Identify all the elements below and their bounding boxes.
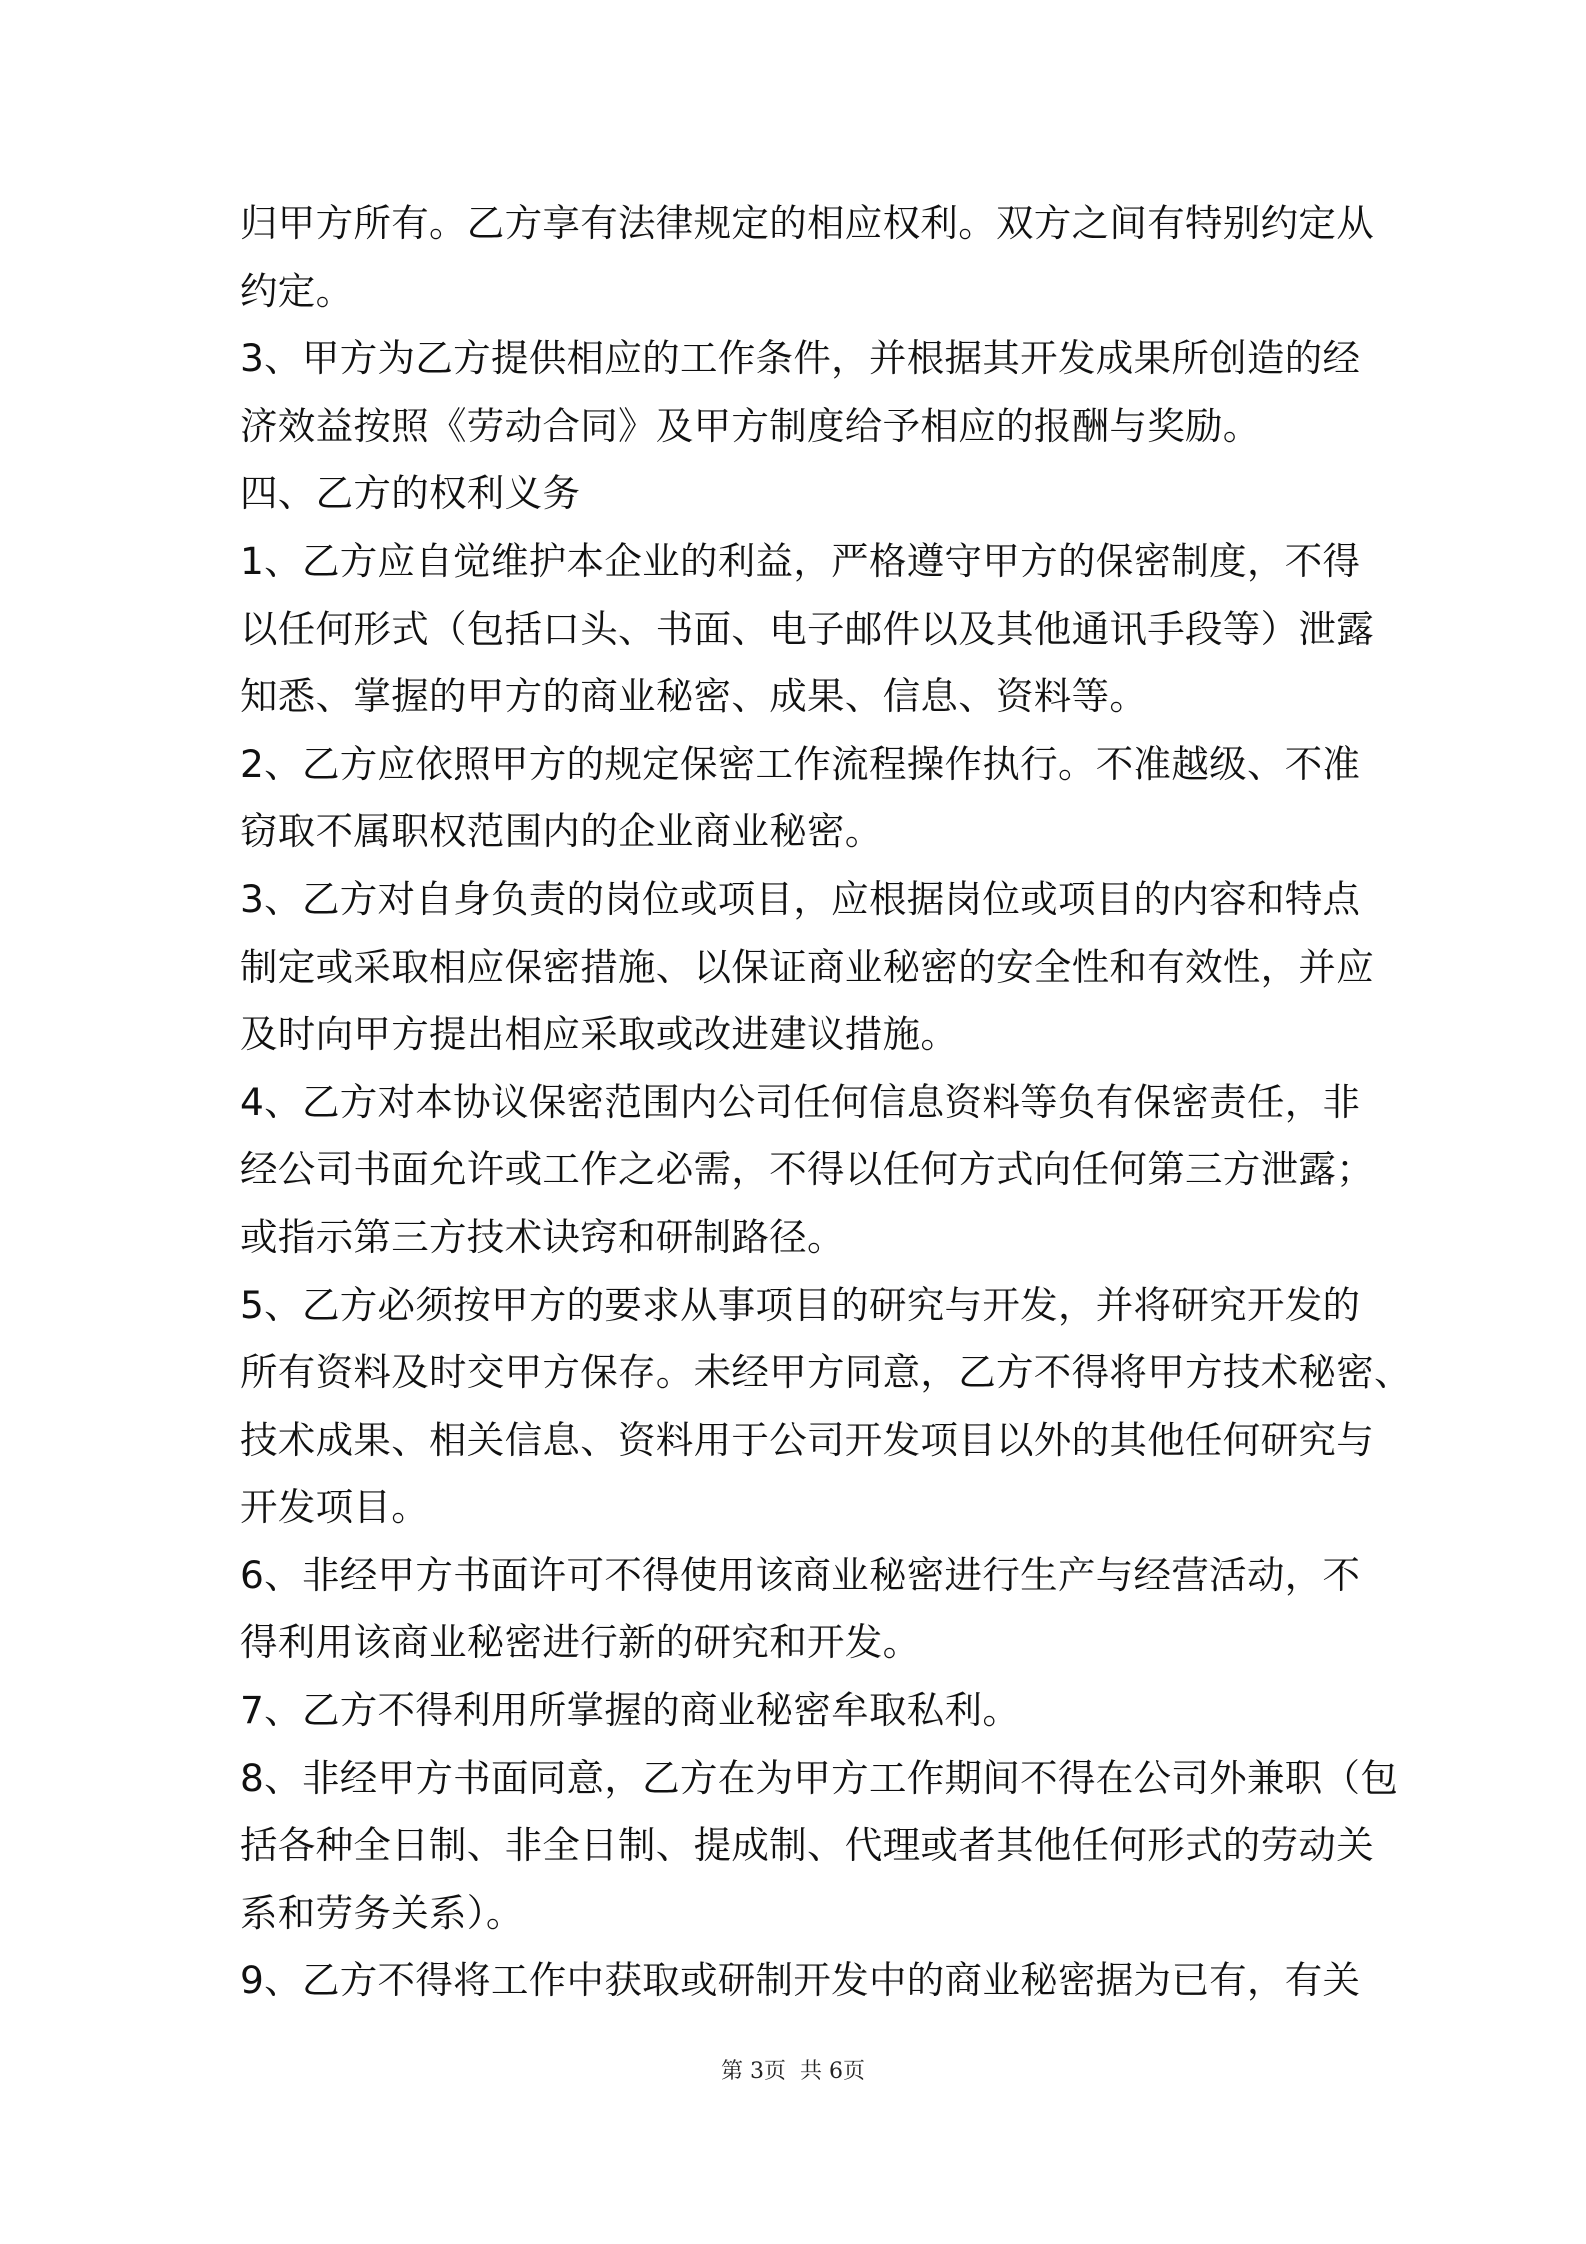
text-line: 制定或采取相应保密措施、以保证商业秘密的安全性和有效性，并应 (240, 944, 1374, 989)
text-line: 5、乙方必须按甲方的要求从事项目的研究与开发，并将研究开发的 (240, 1282, 1361, 1327)
text-line: 4、乙方对本协议保密范围内公司任何信息资料等负有保密责任，非 (240, 1079, 1361, 1124)
page-number-footer: 第 3页 共 6页 (721, 2059, 865, 2084)
text-line: 或指示第三方技术诀窍和研制路径。 (240, 1214, 845, 1259)
text-line: 所有资料及时交甲方保存。未经甲方同意，乙方不得将甲方技术秘密、 (240, 1350, 1412, 1395)
text-line: 得利用该商业秘密进行新的研究和开发。 (240, 1620, 921, 1665)
text-line: 技术成果、相关信息、资料用于公司开发项目以外的其他任何研究与 (240, 1417, 1374, 1462)
text-line: 以任何形式（包括口头、书面、电子邮件以及其他通讯手段等）泄露 (240, 606, 1374, 651)
text-line: 开发项目。 (240, 1485, 429, 1530)
text-line: 窃取不属职权范围内的企业商业秘密。 (240, 809, 883, 854)
text-line: 及时向甲方提出相应采取或改进建议措施。 (240, 1012, 959, 1057)
text-line: 8、非经甲方书面同意，乙方在为甲方工作期间不得在公司外兼职（包 (240, 1755, 1399, 1800)
text-line: 知悉、掌握的甲方的商业秘密、成果、信息、资料等。 (240, 674, 1148, 719)
text-line: 2、乙方应依照甲方的规定保密工作流程操作执行。不准越级、不准 (240, 741, 1361, 786)
text-line: 济效益按照《劳动合同》及甲方制度给予相应的报酬与奖励。 (240, 403, 1261, 448)
document-body (240, 190, 1412, 2015)
text-line: 归甲方所有。乙方享有法律规定的相应权利。双方之间有特别约定从 (240, 201, 1374, 245)
text-line: 3、甲方为乙方提供相应的工作条件，并根据其开发成果所创造的经 (240, 336, 1361, 381)
text-line: 括各种全日制、非全日制、提成制、代理或者其他任何形式的劳动关 (240, 1823, 1374, 1868)
text-line: 7、乙方不得利用所掌握的商业秘密牟取私利。 (240, 1688, 1021, 1733)
text-line: 9、乙方不得将工作中获取或研制开发中的商业秘密据为已有，有关 (240, 1958, 1361, 2003)
text-line: 系和劳务关系）。 (240, 1890, 524, 1935)
text-line: 1、乙方应自觉维护本企业的利益，严格遵守甲方的保密制度，不得 (240, 538, 1361, 583)
text-line: 经公司书面允许或工作之必需，不得以任何方式向任何第三方泄露； (240, 1147, 1374, 1192)
text-line: 3、乙方对自身负责的岗位或项目，应根据岗位或项目的内容和特点 (240, 876, 1361, 921)
text-line: 6、非经甲方书面许可不得使用该商业秘密进行生产与经营活动，不 (240, 1552, 1361, 1597)
section-heading: 四、乙方的权利义务 (240, 471, 581, 516)
text-line: 约定。 (240, 268, 354, 313)
